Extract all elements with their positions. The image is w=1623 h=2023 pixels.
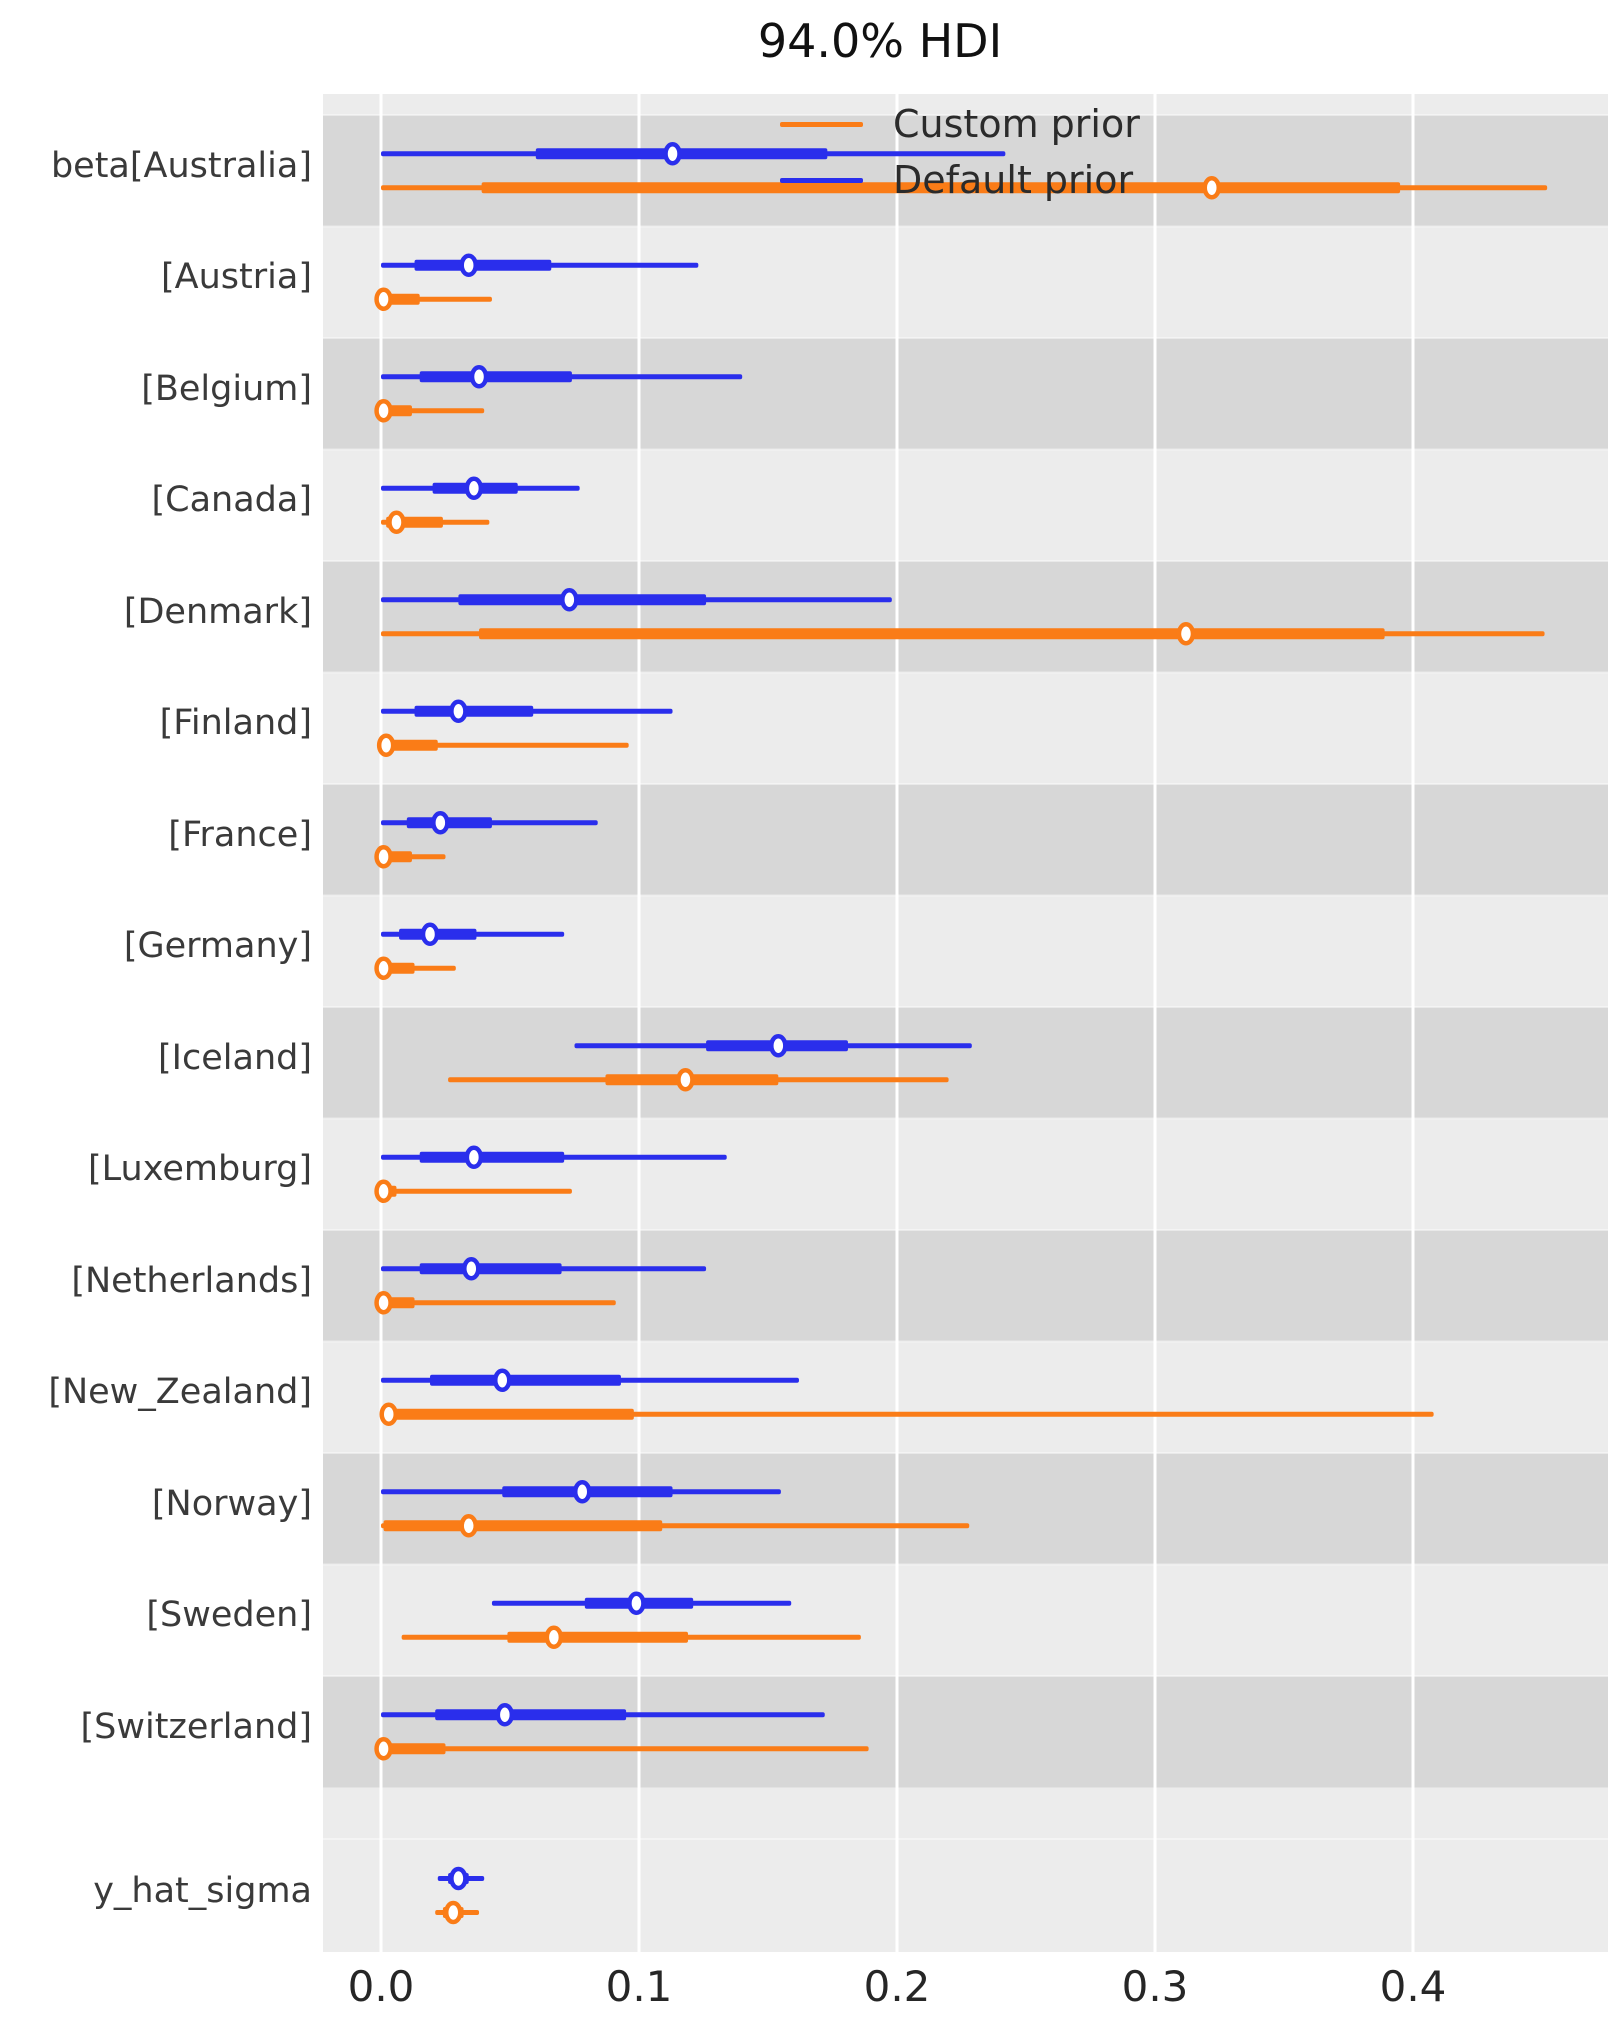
- row-band: [323, 1007, 1608, 1119]
- median-marker: [451, 1869, 465, 1888]
- row-label: [France]: [168, 814, 312, 855]
- median-marker: [382, 1405, 396, 1424]
- quartile-line: [430, 1375, 621, 1386]
- median-marker: [562, 590, 576, 609]
- row-label: [Canada]: [151, 480, 312, 521]
- row-label: [Germany]: [123, 926, 312, 967]
- band-separator: [323, 1452, 1608, 1454]
- quartile-line: [507, 1632, 688, 1643]
- median-marker: [377, 847, 391, 866]
- median-marker: [423, 925, 437, 944]
- row-band: [323, 338, 1608, 450]
- median-marker: [377, 290, 391, 309]
- band-separator: [323, 1229, 1608, 1231]
- row-band: [323, 784, 1608, 896]
- band-separator: [323, 226, 1608, 228]
- band-separator: [323, 1838, 1608, 1840]
- median-marker: [678, 1070, 692, 1089]
- hdi-line: [381, 1189, 572, 1194]
- quartile-line: [458, 594, 706, 605]
- row-label: [Netherlands]: [71, 1260, 312, 1301]
- median-marker: [377, 1293, 391, 1312]
- x-tick-label: 0.0: [347, 1962, 415, 2011]
- median-marker: [451, 702, 465, 721]
- band-separator: [323, 337, 1608, 339]
- row-label: y_hat_sigma: [93, 1870, 312, 1911]
- row-label: [New_Zealand]: [48, 1372, 312, 1413]
- row-label: [Sweden]: [146, 1595, 312, 1636]
- median-marker: [377, 959, 391, 978]
- legend: [780, 96, 1140, 208]
- median-marker: [446, 1903, 460, 1922]
- row-band: [323, 1230, 1608, 1342]
- quartile-line: [384, 1743, 446, 1754]
- gridline: [896, 94, 899, 1952]
- row-band: [323, 1676, 1608, 1788]
- median-marker: [389, 513, 403, 532]
- band-separator: [323, 895, 1608, 897]
- quartile-line: [415, 706, 534, 717]
- median-marker: [433, 813, 447, 832]
- median-marker: [666, 144, 680, 163]
- median-marker: [467, 479, 481, 498]
- quartile-line: [420, 1152, 564, 1163]
- plot-title: 94.0% HDI: [757, 14, 1003, 68]
- hdi-line: [384, 1746, 869, 1751]
- x-tick-label: 0.3: [1121, 1962, 1189, 2011]
- quartile-line: [420, 1263, 562, 1274]
- median-marker: [464, 1259, 478, 1278]
- default-prior-line-icon: [780, 178, 863, 183]
- row-label: [Finland]: [159, 703, 312, 744]
- legend-label-custom-prior: Custom prior: [893, 102, 1140, 146]
- quartile-line: [384, 1520, 663, 1531]
- quartile-line: [479, 628, 1385, 639]
- row-label: [Belgium]: [141, 368, 312, 409]
- median-marker: [771, 1036, 785, 1055]
- row-label: [Austria]: [161, 257, 312, 298]
- row-label: [Denmark]: [123, 591, 312, 632]
- x-tick-label: 0.4: [1379, 1962, 1447, 2011]
- quartile-line: [420, 371, 572, 382]
- median-marker: [462, 1516, 476, 1535]
- row-band: [323, 1453, 1608, 1565]
- band-separator: [323, 1341, 1608, 1343]
- row-label: [Iceland]: [158, 1037, 312, 1078]
- band-separator: [323, 1118, 1608, 1120]
- row-label: beta[Australia]: [50, 145, 312, 186]
- legend-label-default-prior: Default prior: [893, 158, 1134, 202]
- median-marker: [1205, 178, 1219, 197]
- median-marker: [377, 1182, 391, 1201]
- legend-item-default-prior: [780, 152, 1140, 208]
- gridline: [1412, 94, 1415, 1952]
- band-separator: [323, 560, 1608, 562]
- gridline: [380, 94, 383, 1952]
- median-marker: [377, 401, 391, 420]
- row-label: [Norway]: [151, 1483, 312, 1524]
- median-marker: [462, 256, 476, 275]
- gridline: [638, 94, 641, 1952]
- median-marker: [629, 1594, 643, 1613]
- custom-prior-line-icon: [780, 122, 863, 127]
- legend-item-custom-prior: [780, 96, 1140, 152]
- median-marker: [498, 1705, 512, 1724]
- median-marker: [547, 1628, 561, 1647]
- band-separator: [323, 1564, 1608, 1566]
- median-marker: [1179, 624, 1193, 643]
- x-tick-label: 0.2: [863, 1962, 931, 2011]
- median-marker: [377, 1739, 391, 1758]
- row-label: [Switzerland]: [80, 1706, 312, 1747]
- median-marker: [575, 1482, 589, 1501]
- x-tick-label: 0.1: [605, 1962, 673, 2011]
- median-marker: [472, 367, 486, 386]
- band-separator: [323, 783, 1608, 785]
- row-label: [Luxemburg]: [87, 1149, 312, 1190]
- band-separator: [323, 1006, 1608, 1008]
- quartile-line: [415, 260, 552, 271]
- median-marker: [379, 736, 393, 755]
- band-separator: [323, 672, 1608, 674]
- hdi-line: [381, 1300, 616, 1305]
- band-separator: [323, 1675, 1608, 1677]
- gridline: [1154, 94, 1157, 1952]
- band-separator: [323, 449, 1608, 451]
- row-band: [323, 561, 1608, 673]
- quartile-line: [386, 1409, 634, 1420]
- median-marker: [495, 1371, 509, 1390]
- median-marker: [467, 1148, 481, 1167]
- quartile-line: [435, 1709, 626, 1720]
